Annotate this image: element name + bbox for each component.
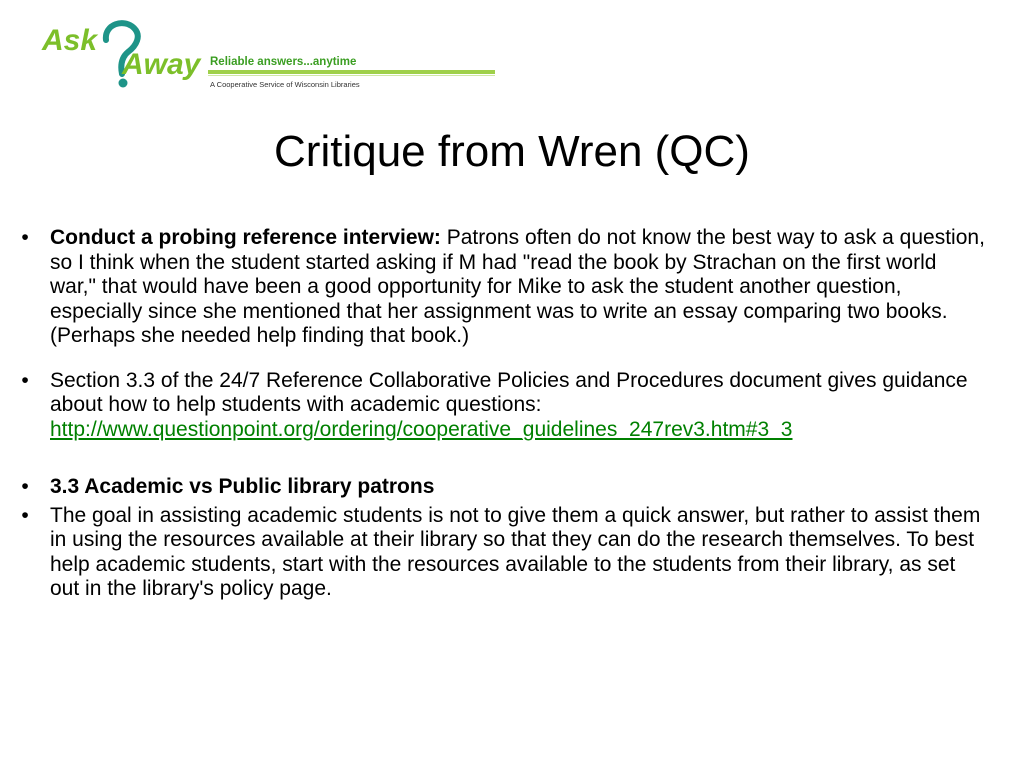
logo-ask-text: Ask: [42, 24, 98, 57]
logo-subtitle: A Cooperative Service of Wisconsin Libraries: [210, 80, 360, 89]
bullet-text: The goal in assisting academic students is not to give them a quick answer, but rather to assist them in using the resources available at their library so that they can do the research themselves. To best help academic students, start with the resources available to the students from their library, as set out in the library's policy page.: [50, 503, 981, 600]
bullet-list: [0, 226, 1024, 602]
logo-tagline: Reliable answers...anytime: [210, 56, 357, 68]
logo-graphic: [40, 20, 500, 94]
bullet-marker: •: [21, 226, 29, 249]
bullet-heading: 3.3 Academic vs Public library patrons: [50, 475, 435, 498]
bullet-heading: Conduct a probing reference interview:: [50, 226, 441, 249]
bullet-item-section-3-3: [0, 369, 1024, 443]
logo-away-text: Away: [122, 48, 201, 81]
bullet-text: Patrons often do not know the best way to ask a question, so I think when the student started asking if M had "read the book by Strachan on the first world war," that would have been a good opportunity for Mike to ask the student another question, especially since she mentioned that her assignment was to write an essay comparing two books. (Perhaps she needed help finding that book.): [50, 226, 985, 347]
bullet-marker: •: [21, 368, 29, 392]
bullet-item-interview: [0, 226, 1024, 349]
askaway-logo: [40, 20, 500, 94]
bullet-item-academic-goal: [0, 504, 1024, 602]
bullet-marker: •: [21, 503, 29, 527]
logo-divider-light: [208, 75, 495, 76]
slide-title: Critique from Wren (QC): [274, 127, 750, 176]
guidelines-link[interactable]: http://www.questionpoint.org/ordering/cooperative_guidelines_247rev3.htm#3_3: [50, 417, 793, 441]
bullet-item-academic-heading: [0, 475, 1024, 500]
bullet-marker: •: [21, 475, 29, 498]
logo-divider: [208, 70, 495, 74]
bullet-text: Section 3.3 of the 24/7 Reference Collaborative Policies and Procedures document gives guidance about how to help students with academic questions:: [50, 368, 968, 416]
